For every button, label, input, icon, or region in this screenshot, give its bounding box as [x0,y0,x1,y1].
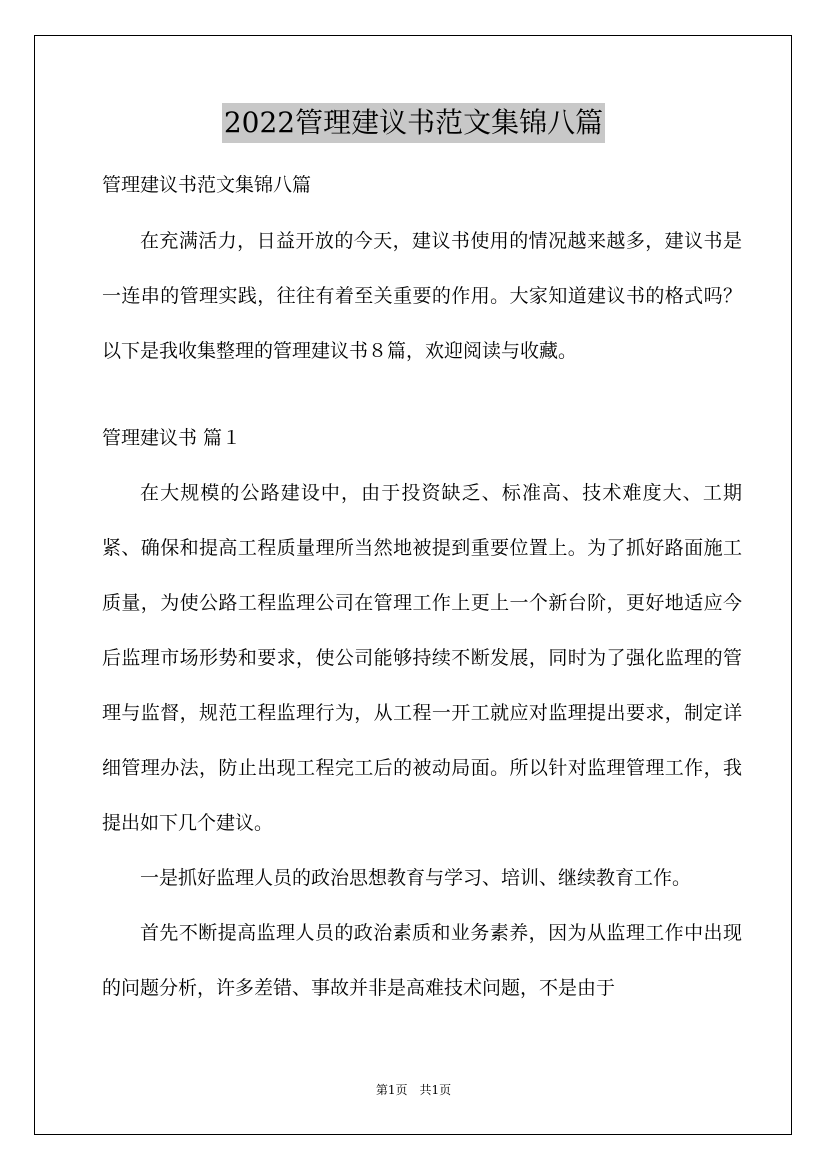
document-title: 2022管理建议书范文集锦八篇 [222,103,605,143]
document-subtitle: 管理建议书范文集锦八篇 [102,174,312,196]
section-heading: 管理建议书 篇１ [102,427,242,449]
intro-paragraph: 在充满活力，日益开放的今天，建议书使用的情况越来越多，建议书是一连串的管理实践，往往有着至关重要的作用。大家知道建议书的格式吗？以下是我收集整理的管理建议书８篇，欢迎阅读与收藏。 [102,230,742,362]
document-body [102,172,742,1016]
body-paragraph-3: 首先不断提高监理人员的政治素质和业务素养，因为从监理工作中出现的问题分析，许多差错、事故并非是高难技术问题，不是由于 [102,922,742,999]
page-footer: 第1页 共1页 [375,1083,452,1097]
body-paragraph-2: 一是抓好监理人员的政治思想教育与学习、培训、继续教育工作。 [140,867,692,889]
document-title-wrapper [0,102,827,143]
body-paragraph-1: 在大规模的公路建设中，由于投资缺乏、标准高、技术难度大、工期紧、确保和提高工程质量理所当然地被提到重要位置上。为了抓好路面施工质量，为使公路工程监理公司在管理工作上更上一个新台阶，更好地适应今后监理市场形势和要求，使公司能够持续不断发展，同时为了强化监理的管理与监督，规范工程监理行为，从工程一开工就应对监理提出要求，制定详细管理办法，防止出现工程完工后的被动局面。所以针对监理管理工作，我提出如下几个建议。 [102,482,742,834]
